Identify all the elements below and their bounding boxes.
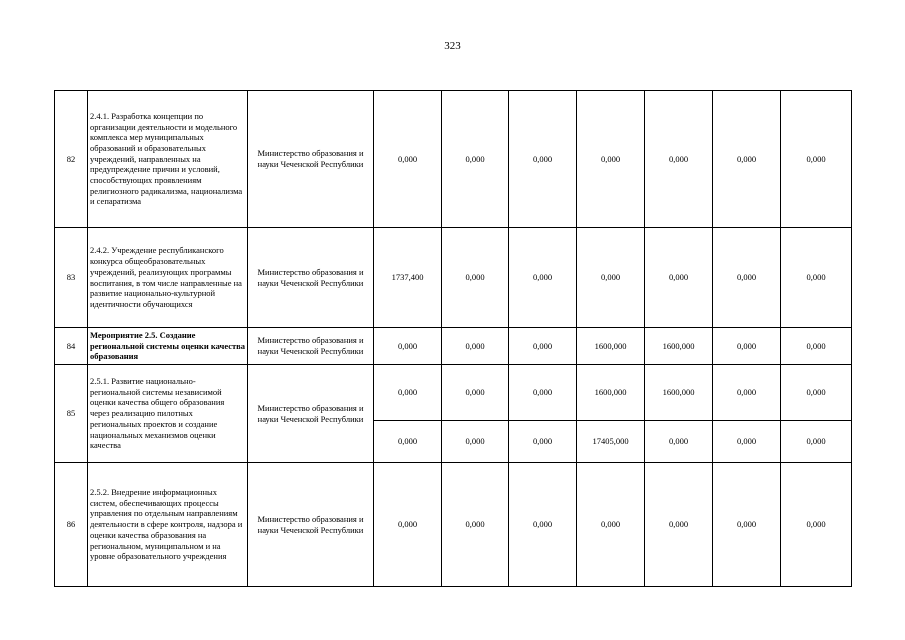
row-description: 2.4.1. Разработка концепции по организации деятельности и модельного комплекса мер муниципальных образований и образовательных учреждений, направленных на предупреждение причин и условий, способствующих проявлениям религиозного радикализма, национализма и сепаратизма [88,91,248,228]
value-cell: 1600,000 [577,365,645,421]
value-cell: 0,000 [645,228,713,328]
value-cell: 0,000 [713,91,781,228]
value-cell: 0,000 [645,91,713,228]
value-cell: 0,000 [645,421,713,463]
row-description: 2.4.2. Учреждение республиканского конкурса общеобразовательных учреждений, реализующих программы воспитания, в том числе направленные на развитие национально-культурной идентичности обучающихся [88,228,248,328]
row-number: 83 [55,228,88,328]
value-cell: 0,000 [781,421,852,463]
row-number: 84 [55,328,88,365]
row-ministry: Министерство образования и науки Чеченской Республики [248,365,374,463]
value-cell: 0,000 [509,328,577,365]
value-cell: 0,000 [713,328,781,365]
table-row [55,228,852,328]
value-cell: 0,000 [577,228,645,328]
row-number: 86 [55,463,88,587]
value-cell: 0,000 [781,91,852,228]
row-ministry: Министерство образования и науки Чеченской Республики [248,228,374,328]
value-cell: 0,000 [509,365,577,421]
table-row [55,365,852,421]
value-cell: 0,000 [577,91,645,228]
value-cell: 0,000 [509,421,577,463]
row-ministry: Министерство образования и науки Чеченской Республики [248,463,374,587]
value-cell: 0,000 [374,421,442,463]
table-row [55,328,852,365]
row-description: Мероприятие 2.5. Создание региональной системы оценки качества образования [88,328,248,365]
row-number: 85 [55,365,88,463]
value-cell: 0,000 [645,463,713,587]
row-number: 82 [55,91,88,228]
value-cell: 0,000 [374,365,442,421]
value-cell: 0,000 [442,421,509,463]
table-row [55,91,852,228]
value-cell: 1600,000 [645,328,713,365]
value-cell: 0,000 [509,228,577,328]
row-description: 2.5.1. Развитие национально-региональной системы независимой оценки качества общего образования через реализацию пилотных региональных проектов и создание национальных механизмов оценки качества [88,365,248,463]
value-cell: 17405,000 [577,421,645,463]
row-ministry: Министерство образования и науки Чеченской Республики [248,91,374,228]
value-cell: 0,000 [442,365,509,421]
value-cell: 0,000 [781,328,852,365]
row-ministry: Министерство образования и науки Чеченской Республики [248,328,374,365]
value-cell: 0,000 [781,365,852,421]
value-cell: 0,000 [442,228,509,328]
value-cell: 0,000 [577,463,645,587]
value-cell: 0,000 [374,91,442,228]
value-cell: 0,000 [713,421,781,463]
value-cell: 0,000 [374,328,442,365]
table-row [55,463,852,587]
value-cell: 0,000 [374,463,442,587]
value-cell: 0,000 [509,463,577,587]
value-cell: 0,000 [781,463,852,587]
value-cell: 0,000 [713,463,781,587]
value-cell: 0,000 [713,228,781,328]
row-description: 2.5.2. Внедрение информационных систем, обеспечивающих процессы управления по отдельным направлениям деятельности в сфере контроля, надзора и оценки качества образования на региональном, муниципальном и на уровне образовательного учреждения [88,463,248,587]
value-cell: 0,000 [442,463,509,587]
value-cell: 1600,000 [645,365,713,421]
value-cell: 1737,400 [374,228,442,328]
value-cell: 1600,000 [577,328,645,365]
page-number: 323 [444,40,461,52]
value-cell: 0,000 [442,91,509,228]
value-cell: 0,000 [713,365,781,421]
value-cell: 0,000 [509,91,577,228]
budget-table [54,90,852,587]
value-cell: 0,000 [781,228,852,328]
value-cell: 0,000 [442,328,509,365]
